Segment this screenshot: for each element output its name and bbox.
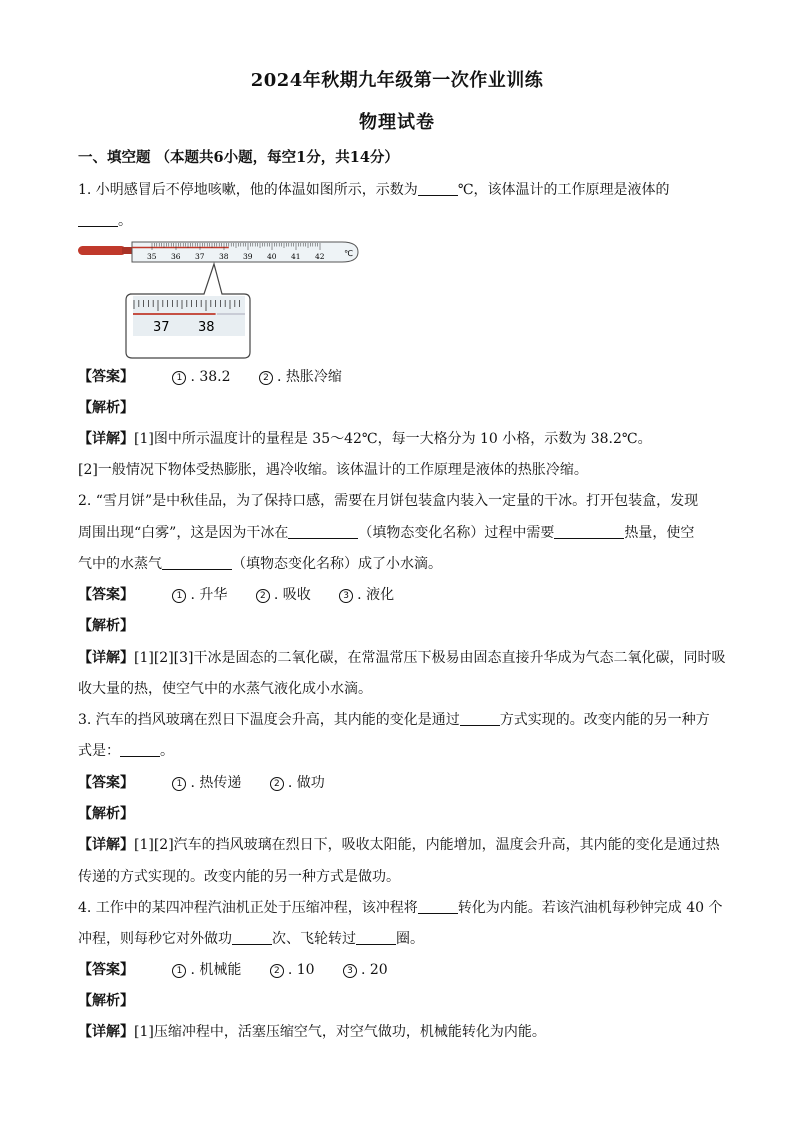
- q1-line2: [78, 210, 132, 230]
- page-subtitle: 物理试卷: [359, 112, 435, 133]
- q4-text-e: 圈。: [396, 931, 424, 947]
- q3-text-b: 方式实现的。改变内能的另一种方: [499, 712, 710, 728]
- answer-label: 【答案】: [78, 775, 134, 791]
- q2-text-b: （填物态变化名称）过程中需要: [358, 525, 555, 541]
- zoom-label-37: 37: [153, 320, 170, 335]
- q2-text-a: 周围出现“白雾”，这是因为干冰在: [78, 525, 289, 541]
- zoom-label-38: 38: [198, 320, 215, 335]
- thermometer-bulb: [78, 246, 126, 255]
- answer-number: 1: [172, 964, 186, 978]
- q3-detail-2: 传递的方式实现的。改变内能的另一种方式是做功。: [78, 869, 400, 885]
- analysis-label: 【解析】: [78, 806, 134, 822]
- thermometer-figure: [76, 236, 366, 360]
- q2-blank-3: [162, 555, 232, 570]
- q2-detail-2: 收大量的热，使空气中的水蒸气液化成小水滴。: [78, 681, 372, 697]
- zoom-body: [133, 296, 245, 336]
- detail-text: [1][2]汽车的挡风玻璃在烈日下，吸收太阳能，内能增加，温度会升高，其内能的变化是通过热: [134, 837, 720, 853]
- scale-label: 42: [315, 252, 325, 261]
- q2-text-e: （填物态变化名称）成了小水滴。: [232, 556, 442, 572]
- page-title: 2024年秋期九年级第一次作业训练: [250, 70, 544, 91]
- detail-label: 【详解】: [78, 650, 134, 666]
- q2-answer: [78, 584, 418, 604]
- answer-number: 3: [343, 964, 357, 978]
- detail-text: [1][2][3]干冰是固态的二氧化碳，在常温常压下极易由固态直接升华成为气态二氧化碳，同时吸: [134, 650, 726, 666]
- q2-detail-1: [78, 647, 726, 667]
- answer-number: 2: [259, 371, 273, 385]
- analysis-label: 【解析】: [78, 400, 134, 416]
- answer-number: 1: [172, 589, 186, 603]
- q3-line1: [78, 709, 710, 729]
- q4-blank-1: [418, 899, 458, 914]
- answer-text: . 10: [287, 962, 315, 978]
- q2-line3: [78, 553, 442, 573]
- q3-text-c: 式是：: [78, 743, 120, 759]
- q2-blank-2: [554, 524, 624, 539]
- q1-text-c: 。: [118, 213, 132, 229]
- q3-blank-1: [460, 711, 500, 726]
- answer-text: . 20: [360, 962, 388, 978]
- q4-line1: [78, 897, 723, 917]
- answer-number: 2: [270, 777, 284, 791]
- scale-label: 38: [219, 252, 229, 261]
- q3-detail-1: [78, 834, 720, 854]
- q2-blank-1: [288, 524, 358, 539]
- scale-label: 40: [267, 252, 277, 261]
- q4-detail-1: [78, 1021, 546, 1041]
- answer-text: . 机械能: [190, 962, 242, 978]
- detail-label: 【详解】: [78, 1024, 134, 1040]
- q4-text-c: 冲程，则每秒它对外做功: [78, 931, 232, 947]
- q2-line2: [78, 522, 694, 542]
- q3-blank-2: [120, 742, 160, 757]
- detail-label: 【详解】: [78, 431, 134, 447]
- answer-text: . 做功: [287, 775, 325, 791]
- q1-blank-2: [78, 212, 118, 227]
- section-heading: 一、填空题 （本题共6小题，每空1分，共14分）: [78, 149, 399, 166]
- scale-label: 37: [195, 252, 205, 261]
- q3-answer: [78, 772, 349, 792]
- answer-label: 【答案】: [78, 587, 134, 603]
- scale-label: 39: [243, 252, 253, 261]
- analysis-label: 【解析】: [78, 993, 134, 1009]
- q3-text-d: 。: [160, 743, 174, 759]
- q4-line2: [78, 928, 424, 948]
- q4-blank-3: [356, 930, 396, 945]
- q4-text-a: 4. 工作中的某四冲程汽油机正处于压缩冲程，该冲程将: [78, 900, 418, 916]
- scale-label: 36: [171, 252, 181, 261]
- unit-label: ℃: [344, 249, 353, 258]
- analysis-label: 【解析】: [78, 618, 134, 634]
- q1-blank-1: [418, 181, 458, 196]
- answer-label: 【答案】: [78, 962, 134, 978]
- q3-line2: [78, 740, 174, 760]
- q4-blank-2: [232, 930, 272, 945]
- q2-line1: 2. “雪月饼”是中秋佳品，为了保持口感，需要在月饼包装盒内装入一定量的干冰。打开包装盒，发现: [78, 493, 699, 509]
- answer-text: . 热胀冷缩: [276, 369, 342, 385]
- q3-text-a: 3. 汽车的挡风玻璃在烈日下温度会升高，其内能的变化是通过: [78, 712, 460, 728]
- q4-text-d: 次、飞轮转过: [272, 931, 356, 947]
- q2-text-d: 气中的水蒸气: [78, 556, 162, 572]
- scale-label: 41: [291, 252, 301, 261]
- detail-text: [1]压缩冲程中，活塞压缩空气，对空气做功，机械能转化为内能。: [134, 1024, 546, 1040]
- answer-text: . 升华: [190, 587, 228, 603]
- answer-number: 1: [172, 777, 186, 791]
- q2-text-c: 热量，使空: [624, 525, 695, 541]
- answer-text: . 热传递: [190, 775, 242, 791]
- answer-text: . 38.2: [190, 369, 231, 385]
- answer-label: 【答案】: [78, 369, 134, 385]
- q1-text-b: ℃，该体温计的工作原理是液体的: [457, 182, 670, 198]
- scale-label: 35: [147, 252, 157, 261]
- answer-number: 2: [256, 589, 270, 603]
- q4-text-b: 转化为内能。若该汽油机每秒钟完成 40 个: [457, 900, 723, 916]
- answer-number: 3: [339, 589, 353, 603]
- answer-text: . 液化: [357, 587, 395, 603]
- answer-number: 1: [172, 371, 186, 385]
- detail-label: 【详解】: [78, 837, 134, 853]
- q1-detail-1: [78, 428, 652, 448]
- q1-line1: [78, 179, 669, 199]
- detail-text: [1]图中所示温度计的量程是 35～42℃，每一大格分为 10 小格，示数为 38.2℃。: [134, 431, 652, 447]
- q1-text-a: 1. 小明感冒后不停地咳嗽，他的体温如图所示，示数为: [78, 182, 418, 198]
- q1-answer: [78, 366, 366, 386]
- answer-number: 2: [270, 964, 284, 978]
- q4-answer: [78, 959, 412, 979]
- answer-text: . 吸收: [273, 587, 311, 603]
- q1-detail-2: [2]一般情况下物体受热膨胀，遇冷收缩。该体温计的工作原理是液体的热胀冷缩。: [78, 462, 588, 478]
